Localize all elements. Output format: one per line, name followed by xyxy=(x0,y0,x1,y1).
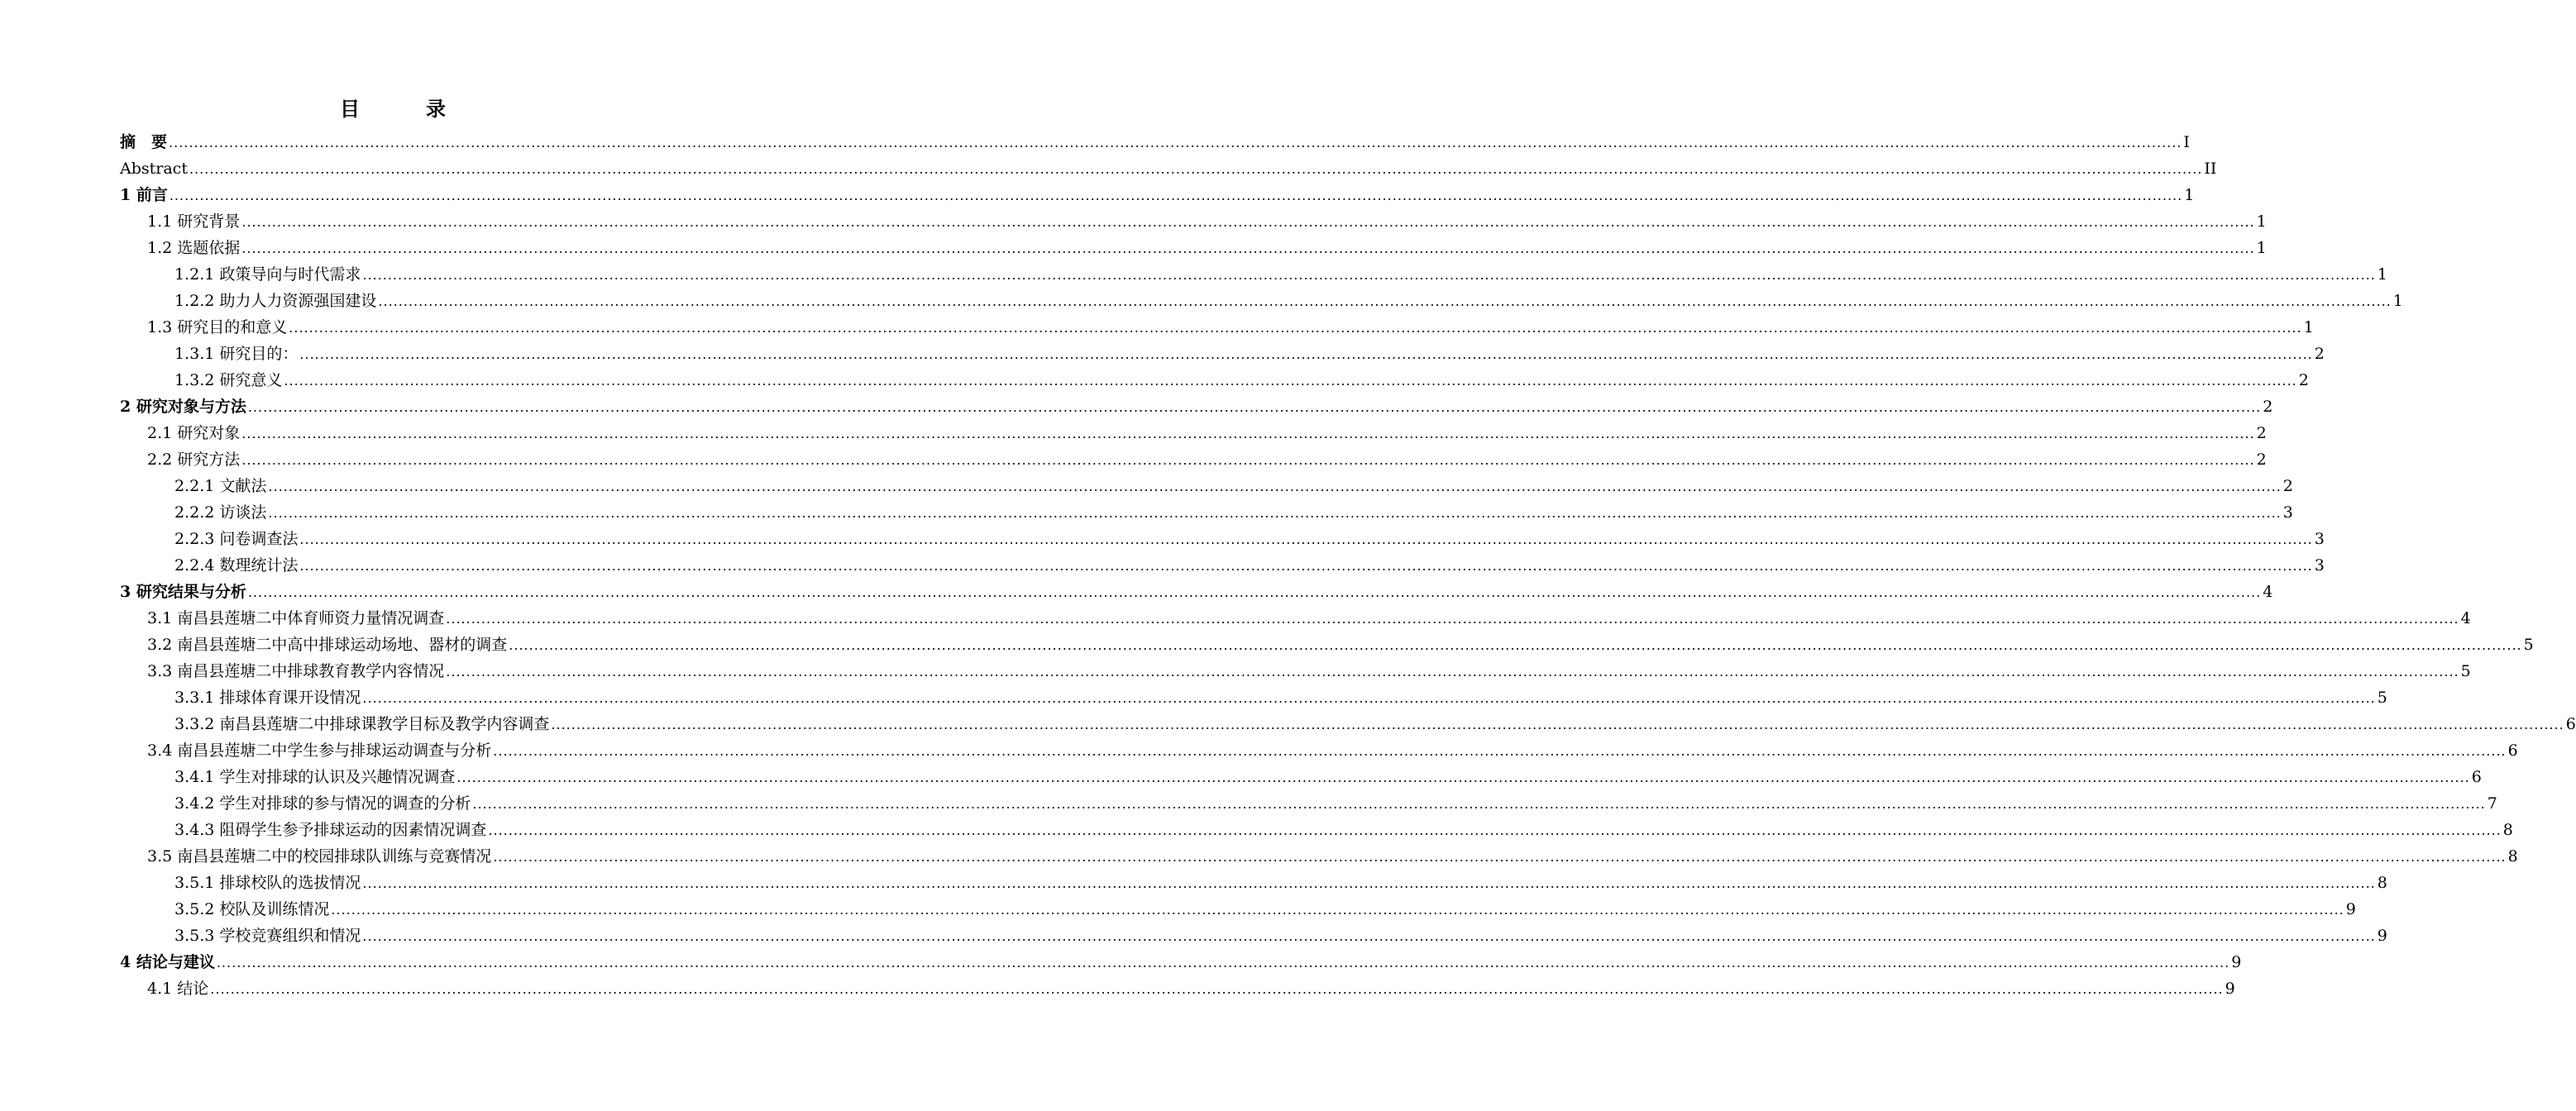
toc-entry-label: 3 研究结果与分析 xyxy=(120,583,246,601)
dot-leader: ................................................................................................................................................................................................................................................................................................................................................................................................................ xyxy=(362,928,2376,944)
toc-entry[interactable] xyxy=(120,949,2242,975)
toc-entry[interactable] xyxy=(147,737,2518,764)
toc-entry-page-number: 6 xyxy=(2471,768,2482,786)
toc-entry-label: 摘 要 xyxy=(120,133,168,151)
toc-entry-page-number: 5 xyxy=(2460,662,2471,680)
toc-entry[interactable] xyxy=(174,473,2293,499)
toc-entry[interactable] xyxy=(174,764,2482,790)
dot-leader: ................................................................................................................................................................................................................................................................................................................................................................................................................ xyxy=(241,214,2255,230)
toc-entry-page-number: 3 xyxy=(2314,556,2325,575)
toc-entry-label: 3.1 南昌县莲塘二中体育师资力量情况调查 xyxy=(147,609,445,627)
toc-entry-label: 3.3.1 排球体育课开设情况 xyxy=(174,689,361,707)
toc-title: 目 录 xyxy=(340,97,469,121)
toc-entry[interactable] xyxy=(147,314,2314,341)
toc-entry[interactable] xyxy=(147,658,2471,684)
toc-entry-label: 3.5.2 校队及训练情况 xyxy=(174,900,330,918)
toc-entry-page-number: 2 xyxy=(2263,398,2273,416)
toc-entry-page-number: 9 xyxy=(2377,927,2387,945)
toc-entry-label: 3.3.2 南昌县莲塘二中排球课教学目标及教学内容调查 xyxy=(174,715,550,733)
toc-entry-page-number: I xyxy=(2183,133,2190,151)
dot-leader: ................................................................................................................................................................................................................................................................................................................................................................................................................ xyxy=(216,955,2230,970)
dot-leader: ................................................................................................................................................................................................................................................................................................................................................................................................................ xyxy=(488,823,2502,838)
dot-leader: ................................................................................................................................................................................................................................................................................................................................................................................................................ xyxy=(247,584,2262,600)
toc-entry-label: 3.2 南昌县莲塘二中高中排球运动场地、器材的调查 xyxy=(147,636,508,654)
dot-leader: ................................................................................................................................................................................................................................................................................................................................................................................................................ xyxy=(456,770,2470,785)
toc-entry[interactable] xyxy=(174,552,2325,579)
dot-leader: ................................................................................................................................................................................................................................................................................................................................................................................................................ xyxy=(551,717,2564,732)
toc-entry[interactable] xyxy=(174,870,2387,896)
toc-entry[interactable] xyxy=(174,288,2403,314)
dot-leader: ................................................................................................................................................................................................................................................................................................................................................................................................................ xyxy=(331,902,2344,918)
toc-entry-page-number: 6 xyxy=(2507,741,2518,760)
toc-entry[interactable] xyxy=(147,632,2534,658)
dot-leader: ................................................................................................................................................................................................................................................................................................................................................................................................................ xyxy=(493,849,2507,865)
dot-leader: ................................................................................................................................................................................................................................................................................................................................................................................................................ xyxy=(268,505,2282,521)
dot-leader: ................................................................................................................................................................................................................................................................................................................................................................................................................ xyxy=(169,188,2183,203)
dot-leader: ................................................................................................................................................................................................................................................................................................................................................................................................................ xyxy=(299,558,2313,574)
toc-entry[interactable] xyxy=(174,790,2497,817)
toc-entry-page-number: 1 xyxy=(2377,265,2387,284)
toc-entry-page-number: 9 xyxy=(2231,953,2242,971)
toc-entry-page-number: 1 xyxy=(2256,212,2267,231)
dot-leader: ................................................................................................................................................................................................................................................................................................................................................................................................................ xyxy=(472,796,2486,812)
toc-entry-label: 3.4.3 阻碍学生参予排球运动的因素情况调查 xyxy=(174,821,487,839)
dot-leader: ................................................................................................................................................................................................................................................................................................................................................................................................................ xyxy=(446,664,2459,679)
toc-entry-label: Abstract xyxy=(120,160,188,178)
toc-entry[interactable] xyxy=(147,975,2235,1002)
toc-entry-label: 3.5.3 学校竞赛组织和情况 xyxy=(174,927,361,945)
dot-leader: ................................................................................................................................................................................................................................................................................................................................................................................................................ xyxy=(189,161,2203,177)
toc-entry[interactable] xyxy=(174,341,2325,367)
toc-entry-page-number: 7 xyxy=(2487,794,2497,813)
toc-entry[interactable] xyxy=(120,155,2217,182)
toc-entry-page-number: 1 xyxy=(2256,239,2267,257)
dot-leader: ................................................................................................................................................................................................................................................................................................................................................................................................................ xyxy=(362,267,2376,283)
toc-entry-page-number: 6 xyxy=(2565,715,2576,733)
toc-entry[interactable] xyxy=(174,261,2387,288)
toc-entry-page-number: 4 xyxy=(2460,609,2471,627)
toc-entry-page-number: 2 xyxy=(2256,424,2267,442)
toc-entry-page-number: 2 xyxy=(2256,451,2267,469)
toc-entry-label: 2.1 研究对象 xyxy=(147,424,241,442)
toc-entry-page-number: 1 xyxy=(2303,318,2314,336)
toc-entry-label: 2 研究对象与方法 xyxy=(120,398,246,416)
toc-entry-label: 3.5.1 排球校队的选拔情况 xyxy=(174,874,361,892)
dot-leader: ................................................................................................................................................................................................................................................................................................................................................................................................................ xyxy=(378,293,2392,309)
dot-leader: ................................................................................................................................................................................................................................................................................................................................................................................................................ xyxy=(362,690,2376,706)
dot-leader: ................................................................................................................................................................................................................................................................................................................................................................................................................ xyxy=(362,875,2376,891)
toc-entry[interactable] xyxy=(120,129,2190,155)
toc-entry-label: 2.2.2 访谈法 xyxy=(174,503,267,522)
toc-entry[interactable] xyxy=(147,235,2267,261)
toc-entry-label: 3.4.2 学生对排球的参与情况的调查的分析 xyxy=(174,794,471,813)
dot-leader: ................................................................................................................................................................................................................................................................................................................................................................................................................ xyxy=(289,320,2302,336)
toc-entry-page-number: 9 xyxy=(2345,900,2356,918)
dot-leader: ................................................................................................................................................................................................................................................................................................................................................................................................................ xyxy=(284,373,2297,389)
dot-leader: ................................................................................................................................................................................................................................................................................................................................................................................................................ xyxy=(509,637,2522,653)
dot-leader: ................................................................................................................................................................................................................................................................................................................................................................................................................ xyxy=(299,346,2313,362)
toc-entry-label: 4 结论与建议 xyxy=(120,953,215,971)
toc-entry-page-number: 8 xyxy=(2507,847,2518,865)
dot-leader: ................................................................................................................................................................................................................................................................................................................................................................................................................ xyxy=(247,399,2262,415)
toc-entry[interactable] xyxy=(120,182,2195,208)
toc-entry-page-number: 1 xyxy=(2184,186,2195,204)
toc-entry-page-number: 4 xyxy=(2263,583,2273,601)
toc-entry-page-number: 2 xyxy=(2314,345,2325,363)
toc-entry-label: 1.3.1 研究目的： xyxy=(174,345,299,363)
toc-entry-label: 2.2.4 数理统计法 xyxy=(174,556,299,575)
toc-entry-page-number: II xyxy=(2204,160,2217,178)
dot-leader: ................................................................................................................................................................................................................................................................................................................................................................................................................ xyxy=(169,135,2182,150)
dot-leader: ................................................................................................................................................................................................................................................................................................................................................................................................................ xyxy=(241,452,2255,468)
dot-leader: ................................................................................................................................................................................................................................................................................................................................................................................................................ xyxy=(210,981,2224,997)
dot-leader: ................................................................................................................................................................................................................................................................................................................................................................................................................ xyxy=(241,241,2255,256)
dot-leader: ................................................................................................................................................................................................................................................................................................................................................................................................................ xyxy=(299,532,2313,547)
dot-leader: ................................................................................................................................................................................................................................................................................................................................................................................................................ xyxy=(493,743,2507,759)
toc-entry[interactable] xyxy=(147,446,2267,473)
toc-entry-label: 1.3 研究目的和意义 xyxy=(147,318,288,336)
toc-entry-page-number: 9 xyxy=(2225,980,2235,998)
toc-entry[interactable] xyxy=(147,208,2267,235)
toc-entry-label: 1.3.2 研究意义 xyxy=(174,371,283,389)
toc-entry-label: 2.2 研究方法 xyxy=(147,451,241,469)
dot-leader: ................................................................................................................................................................................................................................................................................................................................................................................................................ xyxy=(446,611,2459,627)
toc-entry-page-number: 8 xyxy=(2377,874,2387,892)
toc-entry-page-number: 3 xyxy=(2282,503,2293,522)
toc-entry[interactable] xyxy=(147,843,2518,870)
toc-entry-page-number: 3 xyxy=(2314,530,2325,548)
toc-entry-label: 3.5 南昌县莲塘二中的校园排球队训练与竞赛情况 xyxy=(147,847,492,865)
toc-entry-label: 4.1 结论 xyxy=(147,980,209,998)
toc-entry-page-number: 5 xyxy=(2377,689,2387,707)
dot-leader: ................................................................................................................................................................................................................................................................................................................................................................................................................ xyxy=(241,426,2255,441)
toc-entry-label: 1.1 研究背景 xyxy=(147,212,241,231)
toc-entry-label: 1 前言 xyxy=(120,186,168,204)
toc-entry-page-number: 2 xyxy=(2282,477,2293,495)
toc-entry[interactable] xyxy=(174,526,2325,552)
toc-entry[interactable] xyxy=(174,367,2309,393)
toc-entry[interactable] xyxy=(174,684,2387,711)
toc-entry[interactable] xyxy=(147,605,2471,632)
toc-entry-label: 1.2.2 助力人力资源强国建设 xyxy=(174,292,377,310)
toc-entry-page-number: 5 xyxy=(2523,636,2534,654)
toc-entry[interactable] xyxy=(174,711,2576,737)
toc-entry-page-number: 2 xyxy=(2298,371,2309,389)
dot-leader: ................................................................................................................................................................................................................................................................................................................................................................................................................ xyxy=(268,479,2282,494)
toc-entry-label: 1.2.1 政策导向与时代需求 xyxy=(174,265,361,284)
toc-entry[interactable] xyxy=(120,579,2273,605)
toc-entry-page-number: 8 xyxy=(2502,821,2513,839)
toc-entry-label: 3.4 南昌县莲塘二中学生参与排球运动调查与分析 xyxy=(147,741,492,760)
toc-entry-label: 2.2.3 问卷调查法 xyxy=(174,530,299,548)
toc-entry[interactable] xyxy=(174,896,2356,923)
toc-entry-label: 2.2.1 文献法 xyxy=(174,477,267,495)
toc-entry[interactable] xyxy=(174,499,2293,526)
toc-entry[interactable] xyxy=(174,923,2387,949)
toc-entry[interactable] xyxy=(174,817,2513,843)
toc-entry-label: 3.3 南昌县莲塘二中排球教育教学内容情况 xyxy=(147,662,445,680)
toc-entry-label: 3.4.1 学生对排球的认识及兴趣情况调查 xyxy=(174,768,456,786)
toc-entry-page-number: 1 xyxy=(2392,292,2403,310)
toc-entry[interactable] xyxy=(120,393,2273,420)
toc-entry-label: 1.2 选题依据 xyxy=(147,239,241,257)
toc-entry[interactable] xyxy=(147,420,2267,446)
